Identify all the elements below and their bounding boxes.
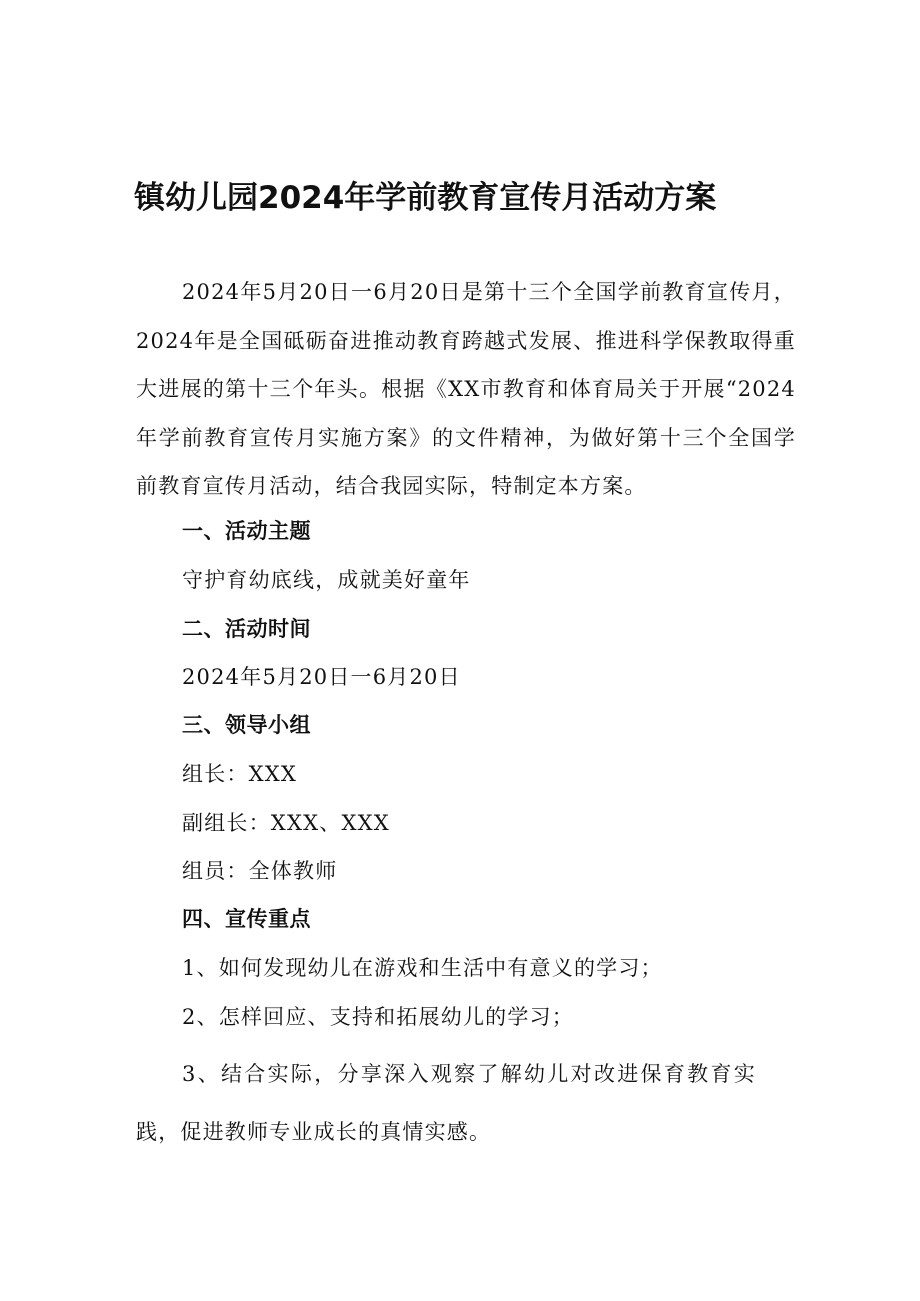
leader-text: 组长：XXX — [182, 762, 298, 786]
section-heading-theme: 一、活动主题 — [182, 519, 311, 543]
theme-text: 守护育幼底线，成就美好童年 — [182, 568, 471, 592]
focus-item-1: 1、如何发现幼儿在游戏和生活中有意义的学习； — [182, 956, 663, 980]
time-text: 2024年5月20日一6月20日 — [182, 665, 461, 689]
document-title: 镇幼儿园2024年学前教育宣传月活动方案 — [134, 180, 717, 216]
focus-item-2: 2、怎样回应、支持和拓展幼儿的学习； — [182, 1005, 574, 1029]
members-text: 组员：全体教师 — [182, 859, 338, 883]
section-heading-focus: 四、宣传重点 — [182, 907, 311, 931]
deputy-leader-text: 副组长：XXX、XXX — [182, 811, 390, 835]
section-heading-leadership: 三、领导小组 — [182, 713, 311, 737]
focus-item-3: 3、结合实际，分享深入观察了解幼儿对改进保育教育实践，促进教师专业成长的真情实感。 — [136, 1062, 756, 1144]
intro-paragraph: 2024年5月20日一6月20日是第十三个全国学前教育宣传月，2024年是全国砥砺奋进推动教育跨越式发展、推进科学保教取得重大进展的第十三个年头。根据《XX市教育和体育局关于开展“2024年学前教育宣传月实施方案》的文件精神，为做好第十三个全国学前教育宣传月活动，结合我园实际，特制定本方案。 — [136, 280, 796, 498]
section-heading-time: 二、活动时间 — [182, 617, 311, 641]
